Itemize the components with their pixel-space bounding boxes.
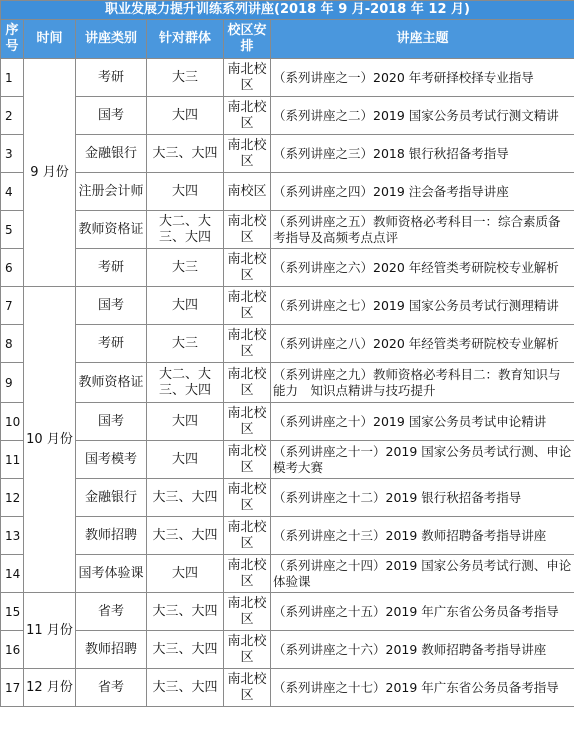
audience-cell: 大三 (147, 325, 224, 363)
topic-cell: （系列讲座之十七）2019 年广东省公务员备考指导 (271, 669, 574, 707)
audience-cell: 大四 (147, 287, 224, 325)
table-row (1, 59, 574, 97)
row-number: 4 (1, 173, 24, 211)
category-cell: 考研 (76, 325, 147, 363)
campus-cell: 南北校区 (224, 517, 271, 555)
audience-cell: 大三、大四 (147, 517, 224, 555)
category-cell: 金融银行 (76, 135, 147, 173)
audience-cell: 大四 (147, 403, 224, 441)
campus-cell: 南北校区 (224, 669, 271, 707)
audience-cell: 大三、大四 (147, 631, 224, 669)
category-cell: 国考模考 (76, 441, 147, 479)
category-cell: 国考 (76, 97, 147, 135)
row-number: 14 (1, 555, 24, 593)
topic-cell: （系列讲座之十）2019 国家公务员考试申论精讲 (271, 403, 574, 441)
row-number: 3 (1, 135, 24, 173)
row-number: 12 (1, 479, 24, 517)
audience-cell: 大三、大四 (147, 669, 224, 707)
table-row (1, 249, 574, 287)
category-cell: 教师资格证 (76, 363, 147, 403)
header-audience: 针对群体 (147, 20, 224, 59)
campus-cell: 南北校区 (224, 363, 271, 403)
topic-cell: （系列讲座之五）教师资格必考科目一：综合素质备考指导及高频考点点评 (271, 211, 574, 249)
topic-cell: （系列讲座之十一）2019 国家公务员考试行测、申论模考大赛 (271, 441, 574, 479)
category-cell: 注册会计师 (76, 173, 147, 211)
topic-cell: （系列讲座之十三）2019 教师招聘备考指导讲座 (271, 517, 574, 555)
campus-cell: 南北校区 (224, 403, 271, 441)
header-campus: 校区安排 (224, 20, 271, 59)
campus-cell: 南北校区 (224, 593, 271, 631)
row-number: 16 (1, 631, 24, 669)
campus-cell: 南北校区 (224, 325, 271, 363)
month-cell: 10 月份 (24, 287, 76, 593)
table-row (1, 479, 574, 517)
category-cell: 教师资格证 (76, 211, 147, 249)
table-row (1, 173, 574, 211)
audience-cell: 大三 (147, 59, 224, 97)
topic-cell: （系列讲座之九）教师资格必考科目二：教育知识与能力 知识点精讲与技巧提升 (271, 363, 574, 403)
topic-cell: （系列讲座之六）2020 年经管类考研院校专业解析 (271, 249, 574, 287)
table-row (1, 517, 574, 555)
row-number: 9 (1, 363, 24, 403)
topic-cell: （系列讲座之十二）2019 银行秋招备考指导 (271, 479, 574, 517)
row-number: 5 (1, 211, 24, 249)
category-cell: 省考 (76, 669, 147, 707)
table-row (1, 135, 574, 173)
audience-cell: 大四 (147, 173, 224, 211)
category-cell: 教师招聘 (76, 631, 147, 669)
topic-cell: （系列讲座之四）2019 注会备考指导讲座 (271, 173, 574, 211)
campus-cell: 南北校区 (224, 479, 271, 517)
category-cell: 教师招聘 (76, 517, 147, 555)
audience-cell: 大三、大四 (147, 135, 224, 173)
campus-cell: 南北校区 (224, 135, 271, 173)
header-topic: 讲座主题 (271, 20, 574, 59)
month-cell: 9 月份 (24, 59, 76, 287)
row-number: 7 (1, 287, 24, 325)
row-number: 11 (1, 441, 24, 479)
audience-cell: 大三、大四 (147, 479, 224, 517)
audience-cell: 大四 (147, 97, 224, 135)
category-cell: 考研 (76, 249, 147, 287)
row-number: 8 (1, 325, 24, 363)
header-seq: 序号 (1, 20, 24, 59)
row-number: 6 (1, 249, 24, 287)
category-cell: 考研 (76, 59, 147, 97)
table-row (1, 403, 574, 441)
month-cell: 12 月份 (24, 669, 76, 707)
campus-cell: 南北校区 (224, 59, 271, 97)
category-cell: 国考 (76, 287, 147, 325)
row-number: 17 (1, 669, 24, 707)
row-number: 10 (1, 403, 24, 441)
category-cell: 国考体验课 (76, 555, 147, 593)
topic-cell: （系列讲座之一）2020 年考研择校择专业指导 (271, 59, 574, 97)
table-row (1, 631, 574, 669)
campus-cell: 南北校区 (224, 631, 271, 669)
row-number: 13 (1, 517, 24, 555)
table-row (1, 325, 574, 363)
table-row (1, 363, 574, 403)
topic-cell: （系列讲座之十四）2019 国家公务员考试行测、申论体验课 (271, 555, 574, 593)
topic-cell: （系列讲座之十五）2019 年广东省公务员备考指导 (271, 593, 574, 631)
audience-cell: 大三 (147, 249, 224, 287)
campus-cell: 南北校区 (224, 249, 271, 287)
header-row (1, 20, 574, 59)
audience-cell: 大四 (147, 441, 224, 479)
campus-cell: 南北校区 (224, 287, 271, 325)
header-time: 时间 (24, 20, 76, 59)
table-row (1, 211, 574, 249)
table-title: 职业发展力提升训练系列讲座(2018 年 9 月-2018 年 12 月) (1, 1, 574, 20)
table-row (1, 593, 574, 631)
topic-cell: （系列讲座之三）2018 银行秋招备考指导 (271, 135, 574, 173)
campus-cell: 南北校区 (224, 211, 271, 249)
audience-cell: 大二、大三、大四 (147, 363, 224, 403)
header-category: 讲座类别 (76, 20, 147, 59)
row-number: 15 (1, 593, 24, 631)
table-row (1, 441, 574, 479)
table-body (1, 59, 574, 707)
audience-cell: 大三、大四 (147, 593, 224, 631)
row-number: 1 (1, 59, 24, 97)
campus-cell: 南北校区 (224, 441, 271, 479)
topic-cell: （系列讲座之二）2019 国家公务员考试行测文精讲 (271, 97, 574, 135)
table-row (1, 287, 574, 325)
table-row (1, 669, 574, 707)
month-cell: 11 月份 (24, 593, 76, 669)
campus-cell: 南北校区 (224, 97, 271, 135)
audience-cell: 大二、大三、大四 (147, 211, 224, 249)
category-cell: 省考 (76, 593, 147, 631)
category-cell: 国考 (76, 403, 147, 441)
topic-cell: （系列讲座之十六）2019 教师招聘备考指导讲座 (271, 631, 574, 669)
title-row (1, 1, 574, 20)
table-row (1, 555, 574, 593)
table-row (1, 97, 574, 135)
topic-cell: （系列讲座之八）2020 年经管类考研院校专业解析 (271, 325, 574, 363)
campus-cell: 南校区 (224, 173, 271, 211)
campus-cell: 南北校区 (224, 555, 271, 593)
row-number: 2 (1, 97, 24, 135)
category-cell: 金融银行 (76, 479, 147, 517)
topic-cell: （系列讲座之七）2019 国家公务员考试行测理精讲 (271, 287, 574, 325)
audience-cell: 大四 (147, 555, 224, 593)
